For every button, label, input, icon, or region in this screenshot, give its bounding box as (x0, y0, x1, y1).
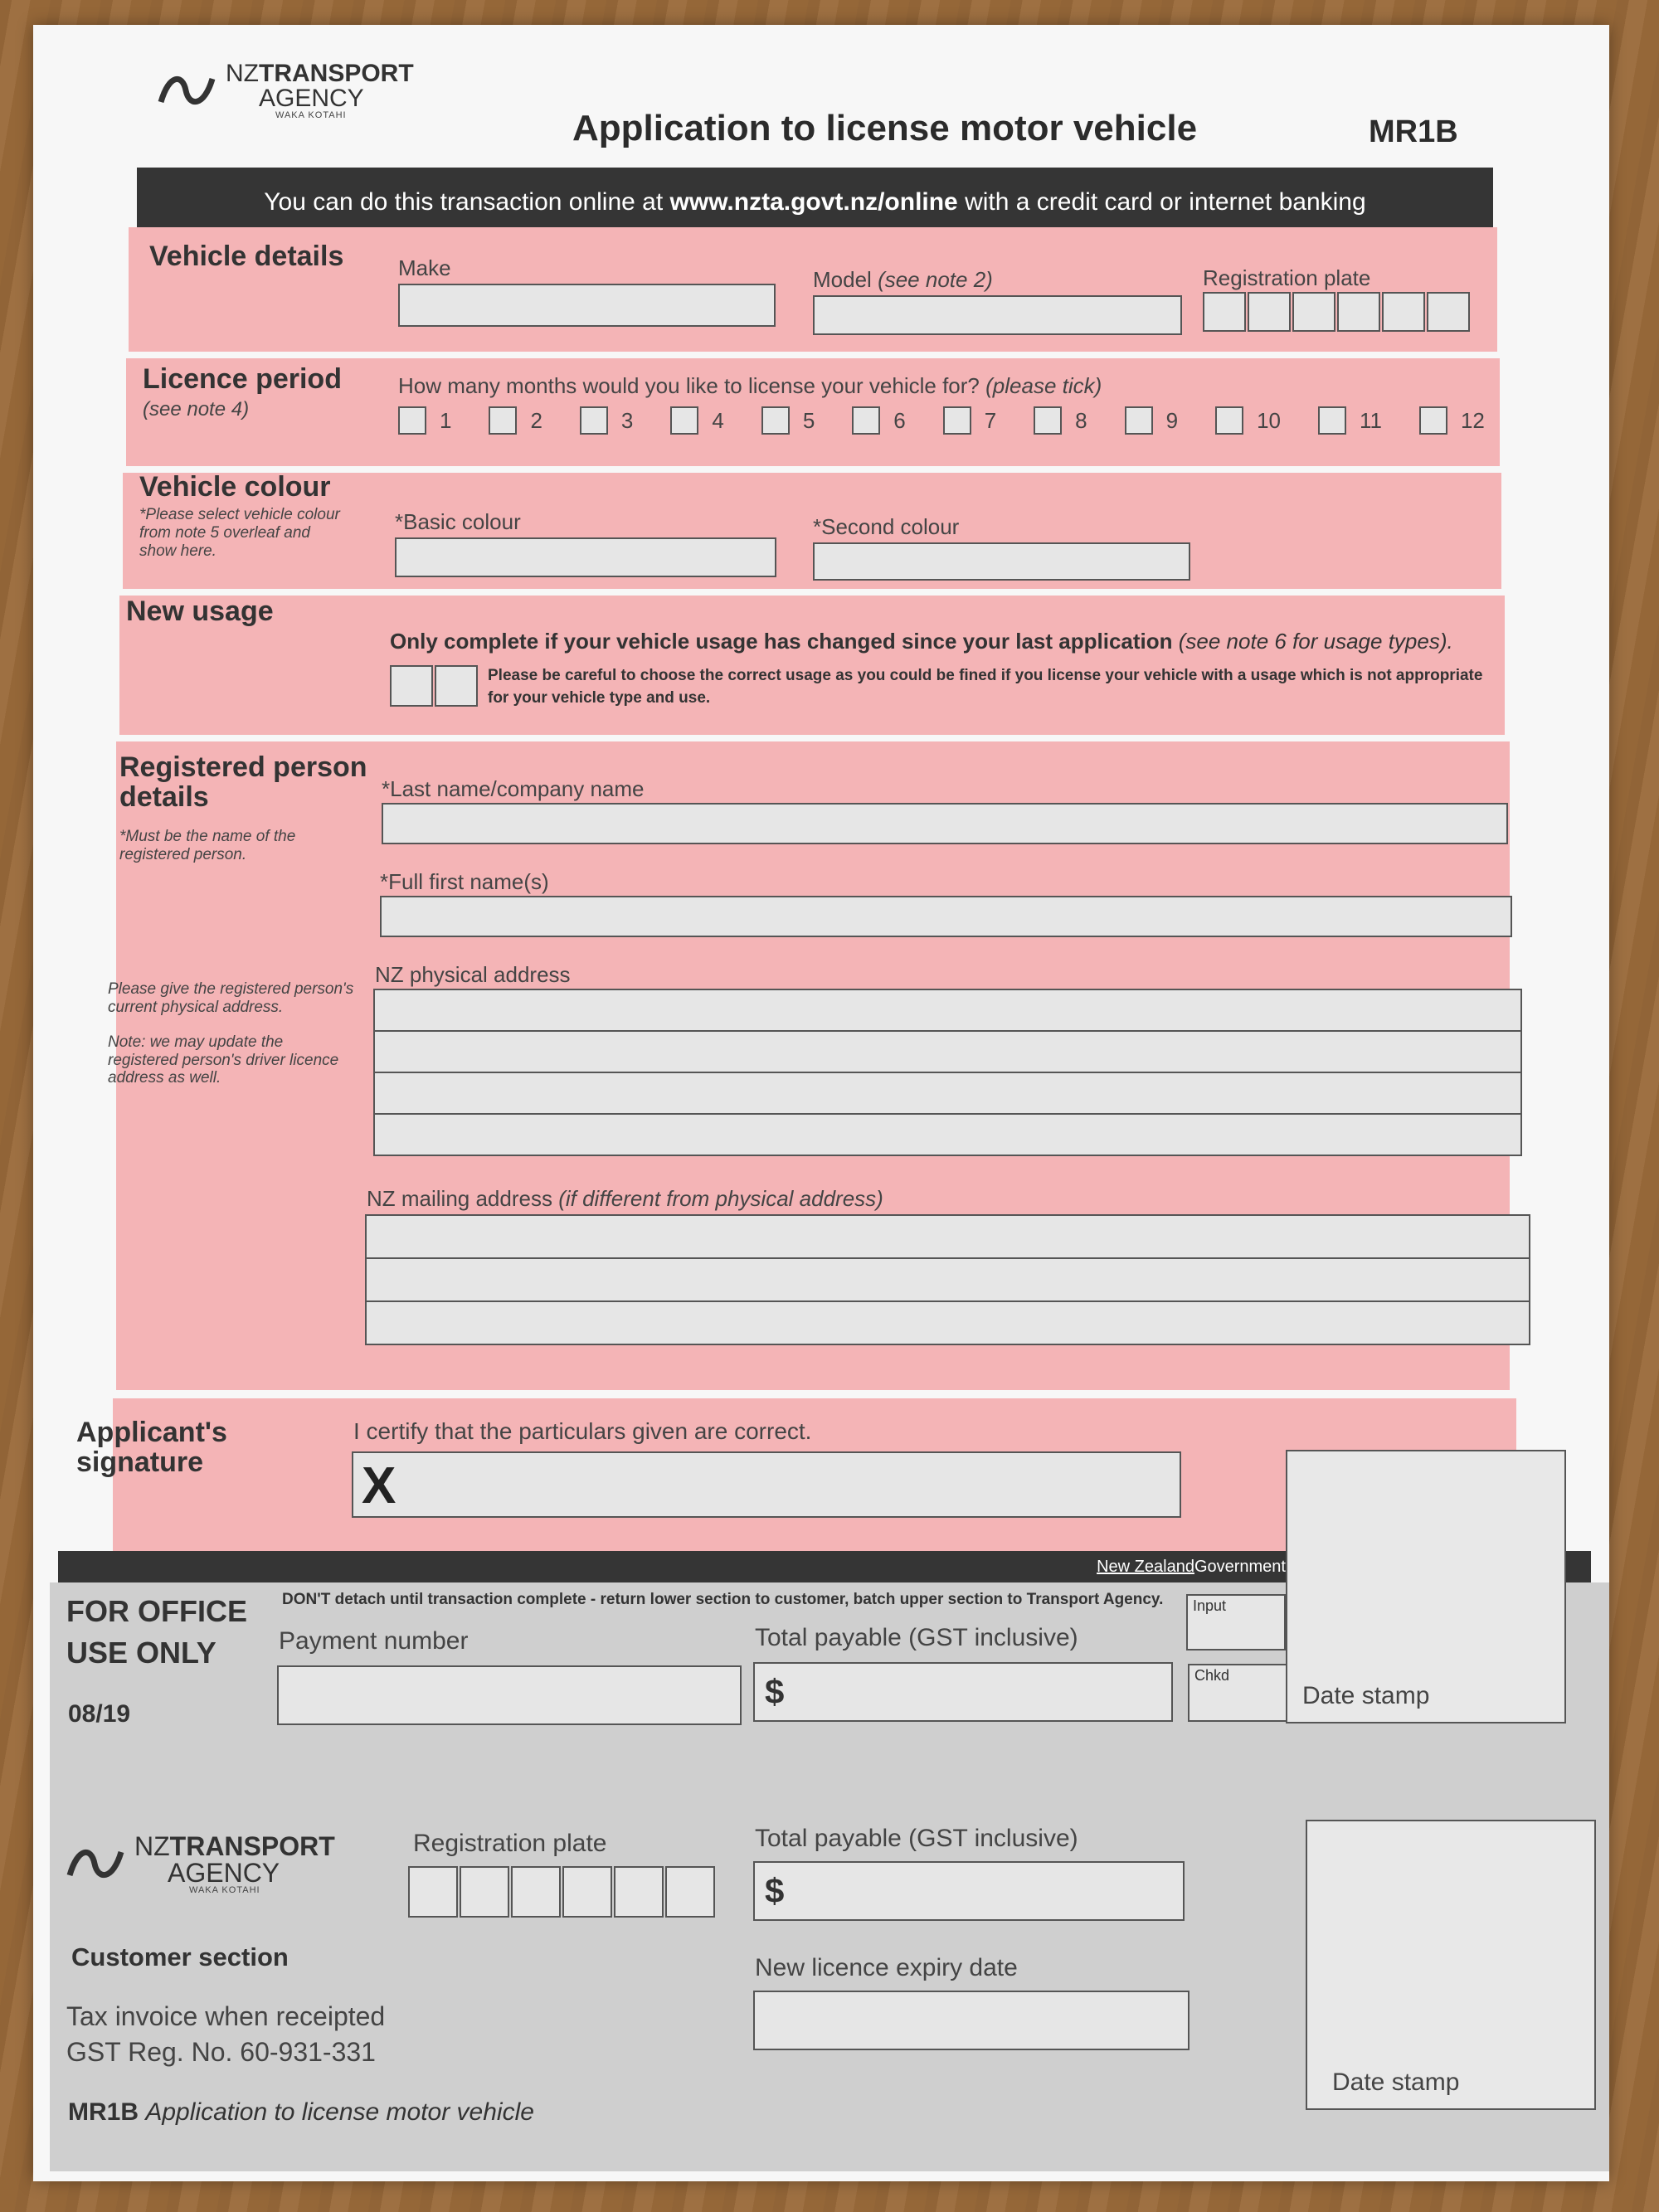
customer-plate-boxes (408, 1866, 715, 1918)
customer-footer-code: MR1B (68, 2098, 139, 2126)
registration-plate-label: Registration plate (1203, 265, 1371, 290)
plate-char-box[interactable] (1382, 292, 1425, 332)
physical-address-field (373, 989, 1522, 1156)
checkbox[interactable] (943, 406, 971, 435)
vehicle-colour-note: *Please select vehicle colour from note 5 overleaf and show here. (139, 506, 340, 560)
month-option-12[interactable]: 12 (1419, 406, 1485, 435)
make-field[interactable] (398, 284, 776, 327)
signature-x-mark: X (362, 1457, 397, 1514)
form-paper (33, 25, 1609, 2181)
vehicle-colour-title: Vehicle colour (139, 471, 331, 503)
customer-dollar-sign: $ (765, 1871, 785, 1910)
basic-colour-label: *Basic colour (395, 509, 521, 534)
plate-char-box[interactable] (1292, 292, 1335, 332)
first-name-field[interactable] (380, 896, 1512, 937)
physical-address-line[interactable] (373, 1113, 1522, 1156)
customer-total-label: Total payable (GST inclusive) (755, 1825, 1078, 1852)
physical-address-label: NZ physical address (375, 962, 571, 987)
checkbox[interactable] (398, 406, 426, 435)
gov-new-zealand: New Zealand (1097, 1558, 1194, 1576)
expiry-date-field[interactable] (753, 1991, 1190, 2050)
customer-total-field[interactable] (753, 1861, 1185, 1921)
plate-char-box[interactable] (1427, 292, 1470, 332)
tax-invoice-text: Tax invoice when receipted (66, 2001, 386, 2031)
customer-footer-title: Application to license motor vehicle (145, 2098, 534, 2126)
checkbox[interactable] (580, 406, 608, 435)
month-option-3[interactable]: 3 (580, 406, 633, 435)
make-label: Make (398, 255, 451, 280)
model-label: Model (see note 2) (813, 267, 993, 292)
banner-suffix: with a credit card or internet banking (957, 188, 1366, 216)
new-usage-instruction-note: (see note 6 for usage types). (1178, 629, 1453, 654)
banner-url[interactable]: www.nzta.govt.nz/online (669, 188, 958, 216)
customer-plate-char-box[interactable] (511, 1866, 561, 1918)
month-option-2[interactable]: 2 (489, 406, 542, 435)
month-option-1[interactable]: 1 (398, 406, 451, 435)
customer-logo-agency: AGENCY (168, 1858, 280, 1888)
input-box[interactable] (1186, 1594, 1286, 1650)
office-instruction: DON'T detach until transaction complete - return lower section to customer, batch upper section to Transport Agency. (282, 1591, 1164, 1608)
signature-title: Applicant's signature (76, 1417, 227, 1478)
customer-date-stamp-label: Date stamp (1332, 2069, 1460, 2096)
mailing-address-line[interactable] (365, 1257, 1530, 1302)
customer-plate-char-box[interactable] (614, 1866, 664, 1918)
first-name-label: *Full first name(s) (380, 869, 549, 894)
usage-code-boxes (390, 665, 478, 707)
usage-warning: Please be careful to choose the correct usage as you could be fined if you license your vehicle with a usage which is not appropriate for your vehicle type and use. (488, 667, 1483, 707)
expiry-date-label: New licence expiry date (755, 1954, 1018, 1981)
month-option-9[interactable]: 9 (1125, 406, 1178, 435)
checkbox[interactable] (1125, 406, 1153, 435)
new-usage-instruction: Only complete if your vehicle usage has changed since your last application (see note 6 for usage types). (390, 629, 1453, 654)
customer-logo-waka: WAKA KOTAHI (189, 1885, 260, 1895)
gov-strip (58, 1551, 1299, 1582)
customer-section-title: Customer section (71, 1942, 289, 1971)
registered-person-title: Registered person details (119, 751, 367, 813)
gst-number: GST Reg. No. 60-931-331 (66, 2037, 376, 2068)
month-option-7[interactable]: 7 (943, 406, 996, 435)
mailing-address-line[interactable] (365, 1300, 1530, 1345)
banner-prefix: You can do this transaction online at (264, 188, 670, 216)
months-question-note: (please tick) (985, 373, 1102, 398)
registered-person-note: *Must be the name of the registered person. (119, 828, 296, 863)
form-version: 08/19 (68, 1700, 131, 1728)
model-note: (see note 2) (878, 267, 993, 292)
mailing-address-line[interactable] (365, 1214, 1530, 1259)
customer-nzta-logo-icon (66, 1844, 124, 1885)
customer-logo-nz: NZ (134, 1831, 170, 1861)
checkbox[interactable] (761, 406, 790, 435)
checkbox[interactable] (1318, 406, 1346, 435)
plate-char-box[interactable] (1203, 292, 1246, 332)
payment-number-label: Payment number (279, 1627, 469, 1655)
customer-plate-char-box[interactable] (665, 1866, 715, 1918)
months-question: How many months would you like to license your vehicle for? (please tick) (398, 373, 1102, 398)
checkbox[interactable] (489, 406, 517, 435)
registration-plate-boxes (1203, 292, 1470, 332)
page-title: Application to license motor vehicle (572, 108, 1198, 148)
online-banner (137, 179, 1493, 226)
certify-text: I certify that the particulars given are correct. (353, 1418, 812, 1444)
customer-plate-label: Registration plate (413, 1830, 607, 1857)
customer-nzta-logo (66, 1833, 335, 1895)
gov-government: Government (1194, 1558, 1286, 1576)
mailing-address-label: NZ mailing address (if different from physical address) (367, 1186, 883, 1211)
office-total-label: Total payable (GST inclusive) (755, 1624, 1078, 1651)
form-code: MR1B (1369, 114, 1458, 149)
address-note: Please give the registered person's current physical address. Note: we may update the registered person's driver licence address as well. (108, 980, 354, 1087)
physical-address-line[interactable] (373, 989, 1522, 1032)
mailing-address-field (365, 1214, 1530, 1345)
customer-logo-transport: TRANSPORT (169, 1831, 335, 1861)
office-date-stamp-label: Date stamp (1302, 1682, 1430, 1709)
office-total-field[interactable] (753, 1662, 1173, 1722)
usage-code-box[interactable] (435, 665, 478, 707)
chkd-box[interactable] (1188, 1664, 1287, 1722)
basic-colour-field[interactable] (395, 537, 776, 577)
months-options (398, 406, 1485, 435)
nzta-logo-icon (158, 70, 216, 112)
office-date-stamp (1286, 1450, 1566, 1723)
month-option-11[interactable]: 11 (1318, 406, 1382, 435)
office-title: FOR OFFICE USE ONLY (66, 1594, 247, 1670)
month-option-4[interactable]: 4 (670, 406, 723, 435)
logo-transport: TRANSPORT (259, 60, 414, 87)
usage-code-box[interactable] (390, 665, 433, 707)
model-field[interactable] (813, 295, 1182, 335)
second-colour-label: *Second colour (813, 514, 960, 539)
chkd-box-label: Chkd (1194, 1667, 1230, 1684)
licence-period-title: Licence period (143, 363, 342, 395)
customer-plate-char-box[interactable] (408, 1866, 458, 1918)
checkbox[interactable] (1419, 406, 1447, 435)
month-option-10[interactable]: 10 (1215, 406, 1281, 435)
mailing-address-note: (if different from physical address) (558, 1186, 883, 1211)
input-box-label: Input (1193, 1597, 1227, 1614)
signature-field[interactable] (352, 1451, 1181, 1518)
office-dollar-sign: $ (765, 1672, 785, 1711)
vehicle-details-title: Vehicle details (149, 241, 344, 272)
last-name-field[interactable] (382, 803, 1508, 844)
last-name-label: *Last name/company name (382, 776, 645, 801)
customer-footer (68, 2098, 534, 2127)
checkbox[interactable] (670, 406, 698, 435)
plate-char-box[interactable] (1337, 292, 1380, 332)
gov-strip-end (1566, 1551, 1591, 1582)
licence-period-note: (see note 4) (143, 398, 250, 421)
logo-agency: AGENCY (259, 85, 364, 112)
customer-plate-char-box[interactable] (562, 1866, 612, 1918)
nzta-logo (158, 61, 414, 120)
second-colour-field[interactable] (813, 542, 1190, 581)
checkbox[interactable] (1034, 406, 1062, 435)
logo-waka: WAKA KOTAHI (275, 110, 347, 120)
customer-plate-char-box[interactable] (460, 1866, 509, 1918)
logo-nz: NZ (226, 60, 259, 87)
payment-number-field[interactable] (277, 1665, 742, 1725)
checkbox[interactable] (852, 406, 880, 435)
month-option-8[interactable]: 8 (1034, 406, 1087, 435)
plate-char-box[interactable] (1248, 292, 1291, 332)
physical-address-line[interactable] (373, 1030, 1522, 1073)
customer-date-stamp (1306, 1820, 1596, 2110)
new-usage-title: New usage (126, 596, 274, 627)
physical-address-line[interactable] (373, 1072, 1522, 1115)
checkbox[interactable] (1215, 406, 1243, 435)
customer-tax-info (66, 1999, 385, 2070)
month-option-5[interactable]: 5 (761, 406, 815, 435)
month-option-6[interactable]: 6 (852, 406, 905, 435)
